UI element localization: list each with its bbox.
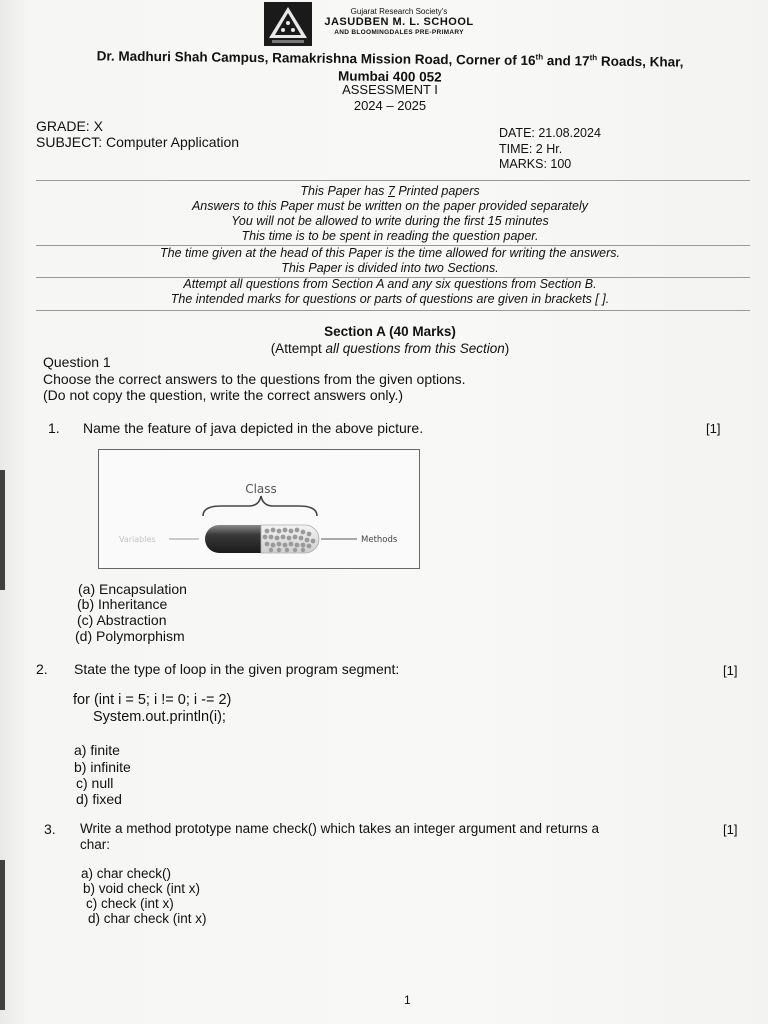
instruction-line: The intended marks for questions or parts of questions are given in brackets [ ].: [170, 292, 610, 306]
option-a: (a) Encapsulation: [78, 581, 187, 597]
option-a: a) finite: [74, 742, 120, 758]
question-marks: [1]: [706, 421, 721, 436]
code-line: for (int i = 5; i != 0; i -= 2): [73, 692, 232, 708]
option-c: c) null: [76, 775, 114, 791]
question-text: State the type of loop in the given program segment:: [74, 661, 400, 677]
divider: [36, 310, 750, 311]
code-line: System.out.println(i);: [93, 709, 226, 725]
campus-city: Mumbai 400 052: [338, 67, 442, 85]
question-number: 2.: [36, 661, 48, 677]
option-b: b) void check (int x): [83, 881, 201, 896]
instruction-line: This Paper is divided into two Sections.: [281, 261, 499, 275]
option-d: d) fixed: [76, 791, 122, 807]
grade: GRADE: X: [36, 118, 103, 134]
instruction-line: The time given at the head of this Paper is the time allowed for writing the answers.: [160, 246, 620, 260]
binding-edge: [0, 860, 5, 1010]
figure-label-methods: Methods: [361, 535, 398, 545]
question-number: 1.: [48, 420, 60, 436]
school-name: JASUDBEN M. L. SCHOOL: [324, 16, 474, 28]
figure-label-class: Class: [245, 482, 277, 496]
campus-address: Dr. Madhuri Shah Campus, Ramakrishna Mission Road, Corner of 16th and 17th Roads, Khar, Mumbai 400 052: [96, 48, 684, 85]
exam-date: DATE: 21.08.2024: [499, 126, 601, 140]
option-a: a) char check(): [81, 866, 172, 881]
option-d: (d) Polymorphism: [75, 628, 185, 644]
capsule-diagram: [99, 450, 419, 568]
question-text-continued: char:: [80, 837, 111, 852]
instruction-pages: This Paper has 7 Printed papers: [300, 184, 480, 198]
option-c: c) check (int x): [86, 896, 174, 911]
option-c: (c) Abstraction: [77, 612, 167, 628]
instruction-line: This time is to be spent in reading the question paper.: [241, 229, 539, 243]
instruction-line: You will not be allowed to write during the first 15 minutes: [231, 214, 549, 228]
school-subtitle: AND BLOOMINGDALES PRE-PRIMARY: [334, 29, 464, 36]
question-marks: [1]: [723, 663, 738, 678]
encapsulation-figure: [98, 449, 420, 569]
assessment-title: ASSESSMENT I: [342, 82, 438, 97]
question-instruction: Choose the correct answers to the questions from the given options.: [43, 371, 466, 387]
option-d: d) char check (int x): [88, 911, 207, 926]
section-title: Section A (40 Marks): [324, 324, 456, 339]
divider: [36, 180, 750, 181]
question-instruction: (Do not copy the question, write the correct answers only.): [43, 387, 404, 403]
question-heading: Question 1: [43, 354, 111, 370]
capsule-left-half: [205, 525, 261, 553]
subject: SUBJECT: Computer Application: [36, 134, 240, 150]
exam-time: TIME: 2 Hr.: [499, 142, 563, 156]
question-text: Write a method prototype name check() which takes an integer argument and returns a: [80, 821, 600, 836]
section-subtitle: (Attempt all questions from this Section): [270, 341, 510, 356]
page-number: 1: [404, 993, 411, 1007]
option-b: (b) Inheritance: [77, 596, 168, 612]
exam-marks: MARKS: 100: [499, 157, 572, 171]
instruction-line: Answers to this Paper must be written on the paper provided separately: [191, 199, 589, 213]
binding-edge: [0, 470, 5, 590]
academic-year: 2024 – 2025: [353, 98, 427, 113]
option-b: b) infinite: [74, 759, 131, 775]
figure-label-variables: Variables: [119, 535, 156, 544]
instruction-line: Attempt all questions from Section A and any six questions from Section B.: [183, 277, 597, 291]
brace-shape: [203, 496, 317, 516]
question-marks: [1]: [723, 822, 738, 837]
school-logo: [264, 2, 312, 46]
question-text: Name the feature of java depicted in the above picture.: [83, 420, 424, 436]
question-number: 3.: [44, 821, 56, 837]
society-name: Gujarat Research Society's: [350, 7, 448, 16]
